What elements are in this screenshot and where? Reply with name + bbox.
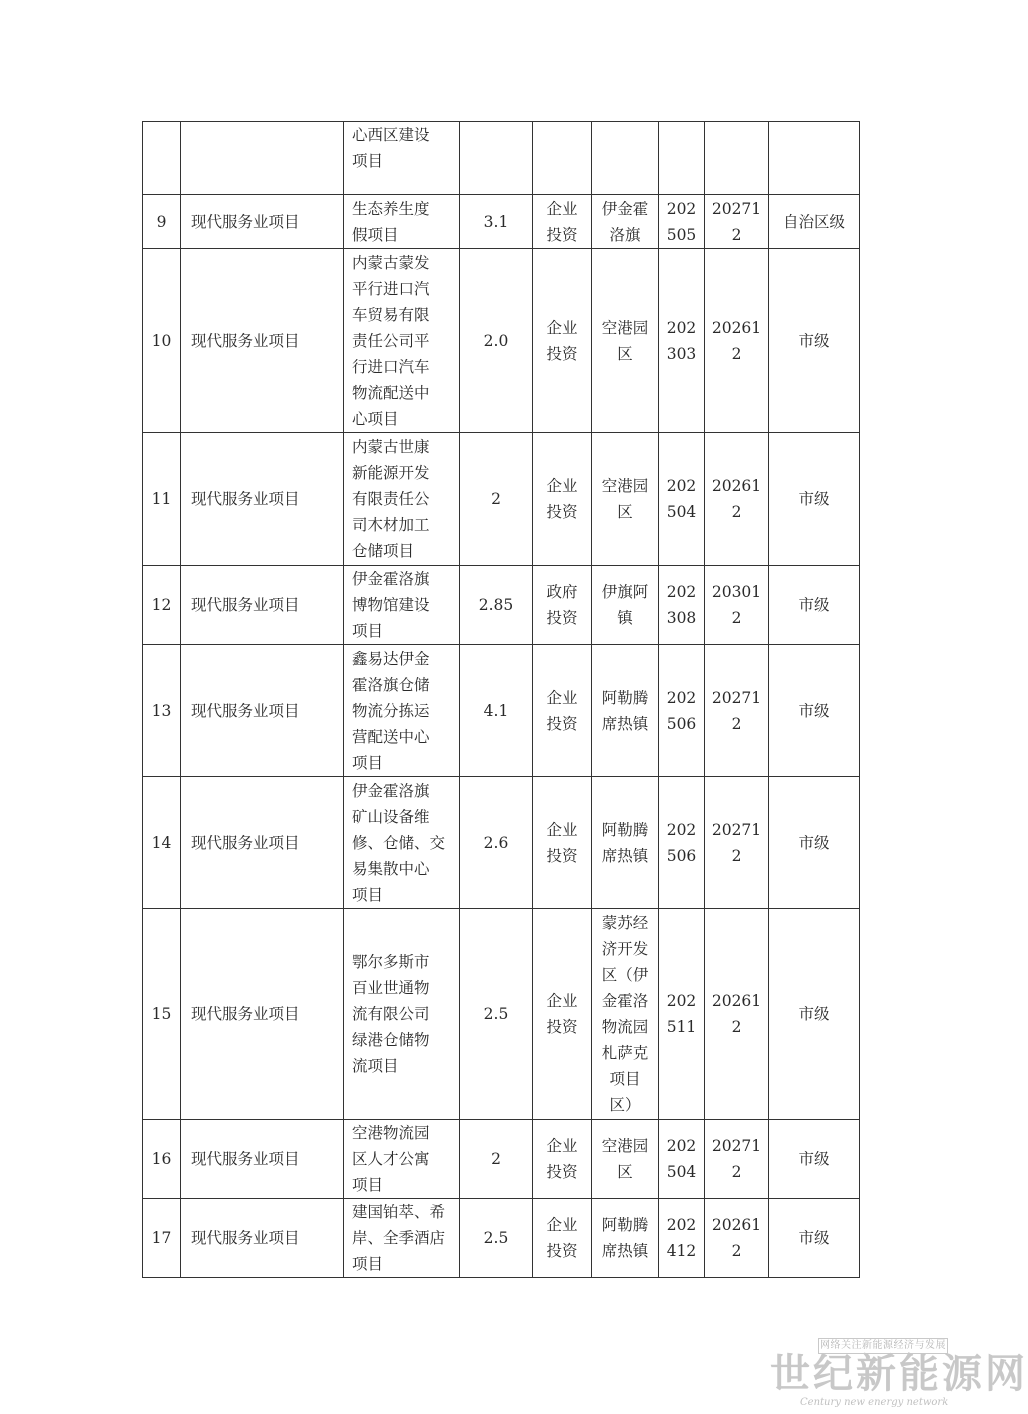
project-location-cell: 空港园 区 [592, 1120, 659, 1199]
start-date-cell: 202 412 [659, 1199, 705, 1278]
investment-amount-cell: 2.5 [460, 1199, 533, 1278]
project-level-cell: 市级 [769, 777, 860, 909]
project-table-body [143, 122, 860, 1278]
end-date-cell: 20271 2 [705, 645, 769, 777]
project-category-cell: 现代服务业项目 [181, 909, 344, 1120]
project-category-cell: 现代服务业项目 [181, 433, 344, 566]
investment-type-cell: 企业 投资 [533, 433, 592, 566]
investment-type-cell: 政府 投资 [533, 566, 592, 645]
project-location-cell: 伊金霍 洛旗 [592, 195, 659, 249]
table-row [143, 566, 860, 645]
investment-amount-cell [460, 122, 533, 195]
project-level-cell: 市级 [769, 645, 860, 777]
project-category-cell: 现代服务业项目 [181, 1120, 344, 1199]
watermark-title: 世纪新能源网 [770, 1350, 1028, 1397]
investment-type-cell: 企业 投资 [533, 1120, 592, 1199]
project-level-cell: 市级 [769, 566, 860, 645]
row-number-cell: 14 [143, 777, 181, 909]
investment-type-cell: 企业 投资 [533, 777, 592, 909]
investment-amount-cell: 2.0 [460, 249, 533, 433]
project-category-cell: 现代服务业项目 [181, 195, 344, 249]
project-name-cell: 心西区建设 项目 [344, 122, 460, 195]
project-level-cell: 市级 [769, 909, 860, 1120]
row-number-cell: 12 [143, 566, 181, 645]
project-name-cell: 生态养生度 假项目 [344, 195, 460, 249]
investment-amount-cell: 2.6 [460, 777, 533, 909]
end-date-cell: 20301 2 [705, 566, 769, 645]
investment-amount-cell: 4.1 [460, 645, 533, 777]
row-number-cell [143, 122, 181, 195]
end-date-cell: 20271 2 [705, 777, 769, 909]
project-location-cell: 空港园 区 [592, 433, 659, 566]
start-date-cell [659, 122, 705, 195]
start-date-cell: 202 504 [659, 1120, 705, 1199]
table-row [143, 249, 860, 433]
project-name-cell: 伊金霍洛旗 矿山设备维 修、仓储、交 易集散中心 项目 [344, 777, 460, 909]
end-date-cell: 20271 2 [705, 1120, 769, 1199]
investment-type-cell: 企业 投资 [533, 195, 592, 249]
row-number-cell: 17 [143, 1199, 181, 1278]
table-row [143, 195, 860, 249]
watermark-subtitle: Century new energy network [800, 1397, 949, 1408]
row-number-cell: 16 [143, 1120, 181, 1199]
investment-amount-cell: 2 [460, 1120, 533, 1199]
table-row [143, 122, 860, 195]
investment-amount-cell: 2.85 [460, 566, 533, 645]
project-category-cell [181, 122, 344, 195]
investment-type-cell: 企业 投资 [533, 1199, 592, 1278]
end-date-cell: 20261 2 [705, 433, 769, 566]
row-number-cell: 15 [143, 909, 181, 1120]
project-name-cell: 内蒙古世康 新能源开发 有限责任公 司木材加工 仓储项目 [344, 433, 460, 566]
project-level-cell [769, 122, 860, 195]
investment-type-cell: 企业 投资 [533, 645, 592, 777]
investment-amount-cell: 2.5 [460, 909, 533, 1120]
end-date-cell [705, 122, 769, 195]
project-category-cell: 现代服务业项目 [181, 1199, 344, 1278]
end-date-cell: 20261 2 [705, 1199, 769, 1278]
start-date-cell: 202 506 [659, 645, 705, 777]
table-row [143, 909, 860, 1120]
project-name-cell: 空港物流园 区人才公寓 项目 [344, 1120, 460, 1199]
project-name-cell: 伊金霍洛旗 博物馆建设 项目 [344, 566, 460, 645]
start-date-cell: 202 504 [659, 433, 705, 566]
project-table [142, 121, 860, 1278]
project-level-cell: 市级 [769, 249, 860, 433]
watermark-tagline: 网络关注新能源经济与发展 [818, 1338, 948, 1354]
end-date-cell: 20261 2 [705, 909, 769, 1120]
start-date-cell: 202 308 [659, 566, 705, 645]
table-row [143, 777, 860, 909]
project-location-cell: 阿勒腾 席热镇 [592, 645, 659, 777]
project-name-cell: 鑫易达伊金 霍洛旗仓储 物流分拣运 营配送中心 项目 [344, 645, 460, 777]
project-level-cell: 市级 [769, 1199, 860, 1278]
project-category-cell: 现代服务业项目 [181, 645, 344, 777]
investment-amount-cell: 3.1 [460, 195, 533, 249]
project-location-cell: 伊旗阿 镇 [592, 566, 659, 645]
start-date-cell: 202 511 [659, 909, 705, 1120]
row-number-cell: 13 [143, 645, 181, 777]
end-date-cell: 20261 2 [705, 249, 769, 433]
project-level-cell: 市级 [769, 1120, 860, 1199]
project-category-cell: 现代服务业项目 [181, 566, 344, 645]
project-level-cell: 自治区级 [769, 195, 860, 249]
table-row [143, 433, 860, 566]
table-row [143, 1199, 860, 1278]
project-name-cell: 内蒙古蒙发 平行进口汽 车贸易有限 责任公司平 行进口汽车 物流配送中 心项目 [344, 249, 460, 433]
project-location-cell: 阿勒腾 席热镇 [592, 777, 659, 909]
project-name-cell: 建国铂萃、希 岸、全季酒店 项目 [344, 1199, 460, 1278]
end-date-cell: 20271 2 [705, 195, 769, 249]
investment-amount-cell: 2 [460, 433, 533, 566]
start-date-cell: 202 506 [659, 777, 705, 909]
start-date-cell: 202 505 [659, 195, 705, 249]
project-name-cell: 鄂尔多斯市 百业世通物 流有限公司 绿港仓储物 流项目 [344, 909, 460, 1120]
project-location-cell: 蒙苏经 济开发 区（伊 金霍洛 物流园 札萨克 项目 区） [592, 909, 659, 1120]
project-category-cell: 现代服务业项目 [181, 777, 344, 909]
project-category-cell: 现代服务业项目 [181, 249, 344, 433]
table-row [143, 645, 860, 777]
investment-type-cell: 企业 投资 [533, 249, 592, 433]
table-row [143, 1120, 860, 1199]
start-date-cell: 202 303 [659, 249, 705, 433]
project-level-cell: 市级 [769, 433, 860, 566]
project-location-cell: 空港园 区 [592, 249, 659, 433]
row-number-cell: 9 [143, 195, 181, 249]
project-location-cell: 阿勒腾 席热镇 [592, 1199, 659, 1278]
investment-type-cell [533, 122, 592, 195]
row-number-cell: 11 [143, 433, 181, 566]
row-number-cell: 10 [143, 249, 181, 433]
project-location-cell [592, 122, 659, 195]
investment-type-cell: 企业 投资 [533, 909, 592, 1120]
